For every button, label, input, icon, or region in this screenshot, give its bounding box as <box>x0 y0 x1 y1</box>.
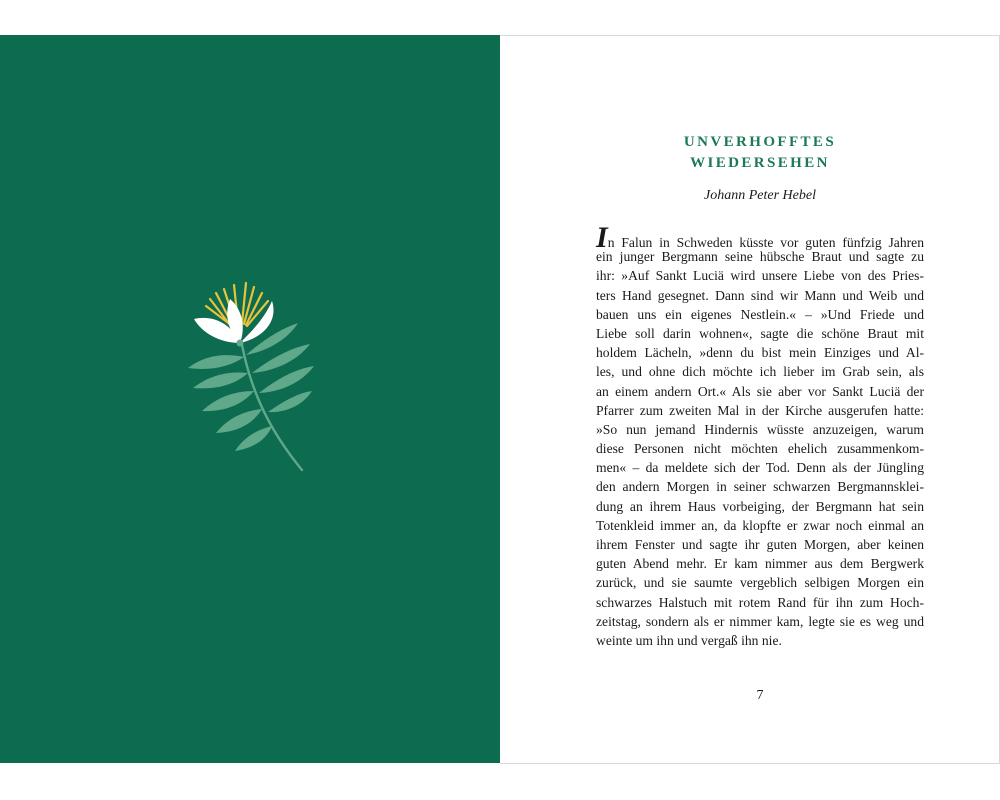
text-line: den andern Morgen in seiner schwarzen Bergmannsklei- <box>596 479 924 495</box>
text-line: Totenkleid immer an, da klopfte er zwar noch einmal an <box>596 517 924 533</box>
text-line: zurück, und sie saumte vergeblich selbigen Morgen ein <box>596 575 924 591</box>
leaf <box>235 426 272 451</box>
text-line: weinte um ihn und vergaß ihn nie. <box>596 632 782 648</box>
drop-cap: I <box>596 221 608 254</box>
book-spread <box>0 35 1000 763</box>
title-line-1: UNVERHOFFTES <box>683 134 837 150</box>
text-line: »So nun jemand Hindernis wüsste anzuzeigen, warum <box>596 421 924 437</box>
leaf <box>193 373 248 389</box>
page-number: 7 <box>756 688 764 703</box>
text-line: les, und ohne dich möchte ich lieber im Grab sein, als <box>596 364 924 380</box>
leaf <box>268 391 312 412</box>
text-line: men« – da meldete sich der Tod. Denn als der Jüngling <box>596 460 924 476</box>
leaf <box>188 355 244 369</box>
text-line: an einem andern Ort.« Als sie aber vor Sankt Luciä der <box>596 383 924 399</box>
text-line: bauen uns ein eigenes Nestlein.« – »Und Friede und <box>596 306 924 322</box>
text-line: In Falun in Schweden küsste vor guten fünfzig Jahren <box>596 221 924 254</box>
story-text <box>596 221 924 650</box>
text-line: diese Personen nicht möchten ehelich zusammenkom- <box>596 441 924 457</box>
text-line: ihrem Fenster und sagte ihr guten Morgen, aber keinen <box>596 537 924 552</box>
text-line: holdem Lächeln, »denn du bist mein Einziges und Al- <box>596 345 924 361</box>
leaf <box>216 409 262 433</box>
text-line: dung an ihrem Haus vorbeiging, der Bergmann hat sein <box>596 498 924 514</box>
left-page <box>0 35 500 763</box>
text-line: schwarzes Halstuch mit rotem Rand für ihn zum Hoch- <box>596 594 924 610</box>
text-line: ihr: »Auf Sankt Luciä wird unsere Liebe von des Pries- <box>596 268 924 284</box>
text-line: Pfarrer zum zweiten Mal in der Kirche ausgerufen hatte: <box>596 402 924 418</box>
right-page <box>500 35 1000 764</box>
author-name: Johann Peter Hebel <box>704 188 816 203</box>
text-line: Liebe soll darin wohnen«, sagte die schöne Braut mit <box>596 325 924 341</box>
leaf <box>202 391 254 411</box>
text-line: ters Hand gesegnet. Dann sind wir Mann und Weib und <box>596 287 924 303</box>
text-line: zeitstag, sondern als er nimmer kam, legte sie es weg und <box>596 613 924 629</box>
text-line: ein junger Bergmann seine hübsche Braut und sagte zu <box>596 249 924 265</box>
flower-branch-icon <box>180 275 320 475</box>
text-line: guten Abend mehr. Er kam nimmer aus dem Bergwerk <box>596 556 924 572</box>
story-title <box>500 132 1000 174</box>
title-line-2: WIEDERSEHEN <box>690 155 830 171</box>
